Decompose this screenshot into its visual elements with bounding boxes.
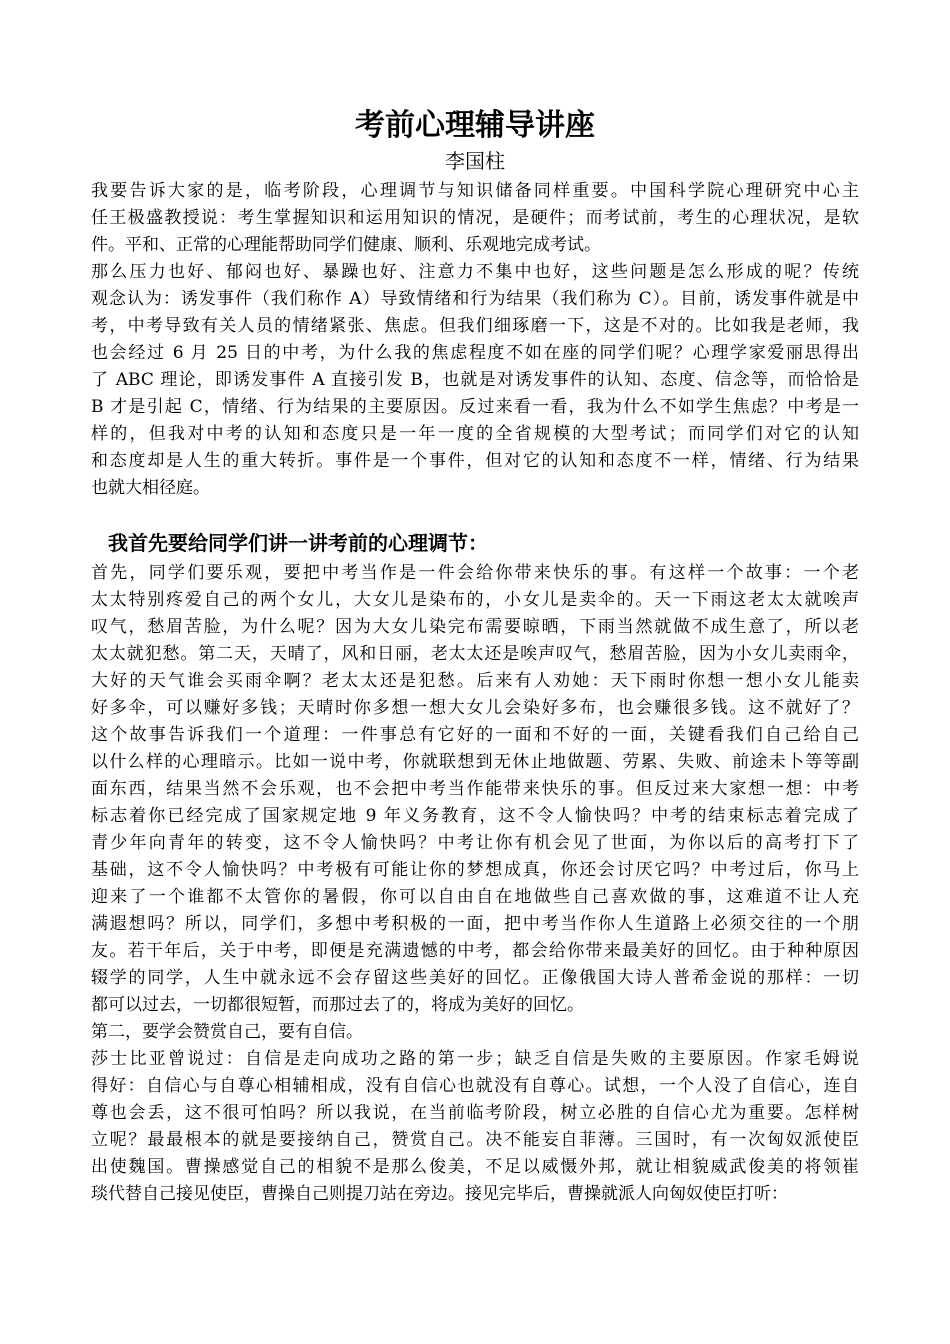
text-line: 太太就犯愁。第二天，天晴了，风和日丽，老太太还是唉声叹气，愁眉苦脸，因为小女儿卖雨伞， [91, 644, 859, 664]
text-line: 迎来了一个谁都不太管你的暑假，你可以自由自在地做些自己喜欢做的事，这难道不让人充 [91, 887, 859, 907]
text-line: 件。平和、正常的心理能帮助同学们健康、顺利、乐观地完成考试。 [91, 235, 601, 255]
text-line: 考，中考导致有关人员的情绪紧张、焦虑。但我们细琢磨一下，这是不对的。比如我是老师，我 [91, 316, 859, 336]
text-line: 任王极盛教授说：考生掌握知识和运用知识的情况，是硬件；而考试前，考生的心理状况，是软 [91, 208, 859, 228]
text-line: 面东西，结果当然不会乐观，也不会把中考当作能带来快乐的事。但反过来大家想一想：中考 [91, 779, 859, 799]
text-line: 满遐想吗？所以，同学们，多想中考积极的一面，把中考当作你人生道路上必须交往的一个朋 [91, 914, 859, 934]
text-line: 也会经过 6 月 25 日的中考，为什么我的焦虑程度不如在座的同学们呢？心理学家爱丽思得出 [91, 343, 859, 363]
text-line: B 才是引起 C，情绪、行为结果的主要原因。反过来看一看，我为什么不如学生焦虑？中考是一 [91, 397, 859, 417]
text-line: 琰代替自己接见使臣，曹操自己则提刀站在旁边。接见完毕后，曹操就派人向匈奴使臣打听： [91, 1184, 788, 1204]
text-line: 首先，同学们要乐观，要把中考当作是一件会给你带来快乐的事。有这样一个故事：一个老 [91, 563, 859, 583]
text-line: 立呢？最最根本的就是要接纳自己，赞赏自己。决不能妄自菲薄。三国时，有一次匈奴派使臣 [91, 1130, 859, 1150]
text-line: 得好：自信心与自尊心相辅相成，没有自信心也就没有自尊心。试想，一个人没了自信心，连自 [91, 1076, 859, 1096]
text-line: 都可以过去，一切都很短暂，而那过去了的，将成为美好的回忆。 [91, 995, 584, 1015]
text-line: 青少年向青年的转变，这不令人愉快吗？中考让你有机会见了世面，为你以后的高考打下了 [91, 833, 859, 853]
document-title: 考前心理辅导讲座 [355, 108, 595, 143]
text-line: 大好的天气谁会买雨伞啊？老太太还是犯愁。后来有人劝她：天下雨时你想一想小女儿能卖 [91, 671, 859, 691]
text-line: 这个故事告诉我们一个道理：一件事总有它好的一面和不好的一面，关键看我们自己给自己 [91, 725, 859, 745]
text-line: 了 ABC 理论，即诱发事件 A 直接引发 B，也就是对诱发事件的认知、态度、信念等，而恰恰是 [91, 370, 859, 390]
text-line: 以什么样的心理暗示。比如一说中考，你就联想到无休止地做题、劳累、失败、前途未卜等等副 [91, 752, 859, 772]
document-author: 李国柱 [445, 149, 505, 173]
text-line: 叹气，愁眉苦脸，为什么呢？因为大女儿染完布需要晾晒，下雨当然就做不成生意了，所以老 [91, 617, 859, 637]
section-heading: 我首先要给同学们讲一讲考前的心理调节： [108, 531, 488, 555]
text-line: 样的，但我对中考的认知和态度只是一年一度的全省规模的大型考试；而同学们对它的认知 [91, 424, 859, 444]
text-line: 观念认为：诱发事件（我们称作 A）导致情绪和行为结果（我们称为 C）。目前，诱发事件就是中 [91, 289, 859, 309]
text-line: 莎士比亚曾说过：自信是走向成功之路的第一步；缺乏自信是失败的主要原因。作家毛姆说 [91, 1049, 859, 1069]
text-line: 第二，要学会赞赏自己，要有自信。 [91, 1022, 363, 1042]
text-line: 和态度却是人生的重大转折。事件是一个事件，但对它的认知和态度不一样，情绪、行为结果 [91, 451, 859, 471]
text-line: 友。若干年后，关于中考，即便是充满遗憾的中考，都会给你带来最美好的回忆。由于种种原因 [91, 941, 859, 961]
text-line: 基础，这不令人愉快吗？中考极有可能让你的梦想成真，你还会讨厌它吗？中考过后，你马上 [91, 860, 859, 880]
text-line: 尊也会丢，这不很可怕吗？所以我说，在当前临考阶段，树立必胜的自信心尤为重要。怎样树 [91, 1103, 859, 1123]
text-line: 也就大相径庭。 [91, 478, 210, 498]
text-line: 那么压力也好、郁闷也好、暴躁也好、注意力不集中也好，这些问题是怎么形成的呢？传统 [91, 262, 859, 282]
text-line: 太太特别疼爱自己的两个女儿，大女儿是染布的，小女儿是卖伞的。天一下雨这老太太就唉声 [91, 590, 859, 610]
text-line: 标志着你已经完成了国家规定地 9 年义务教育，这不令人愉快吗？中考的结束标志着完成了 [91, 806, 859, 826]
text-line: 辍学的同学，人生中就永远不会存留这些美好的回忆。正像俄国大诗人普希金说的那样：一切 [91, 968, 859, 988]
text-line: 出使魏国。曹操感觉自己的相貌不是那么俊美，不足以威慑外邦，就让相貌威武俊美的将领崔 [91, 1157, 859, 1177]
text-line: 我要告诉大家的是，临考阶段，心理调节与知识储备同样重要。中国科学院心理研究中心主 [91, 181, 859, 201]
text-line: 好多伞，可以赚好多钱；天晴时你多想一想大女儿会染好多布，也会赚很多钱。这不就好了？ [91, 698, 859, 718]
